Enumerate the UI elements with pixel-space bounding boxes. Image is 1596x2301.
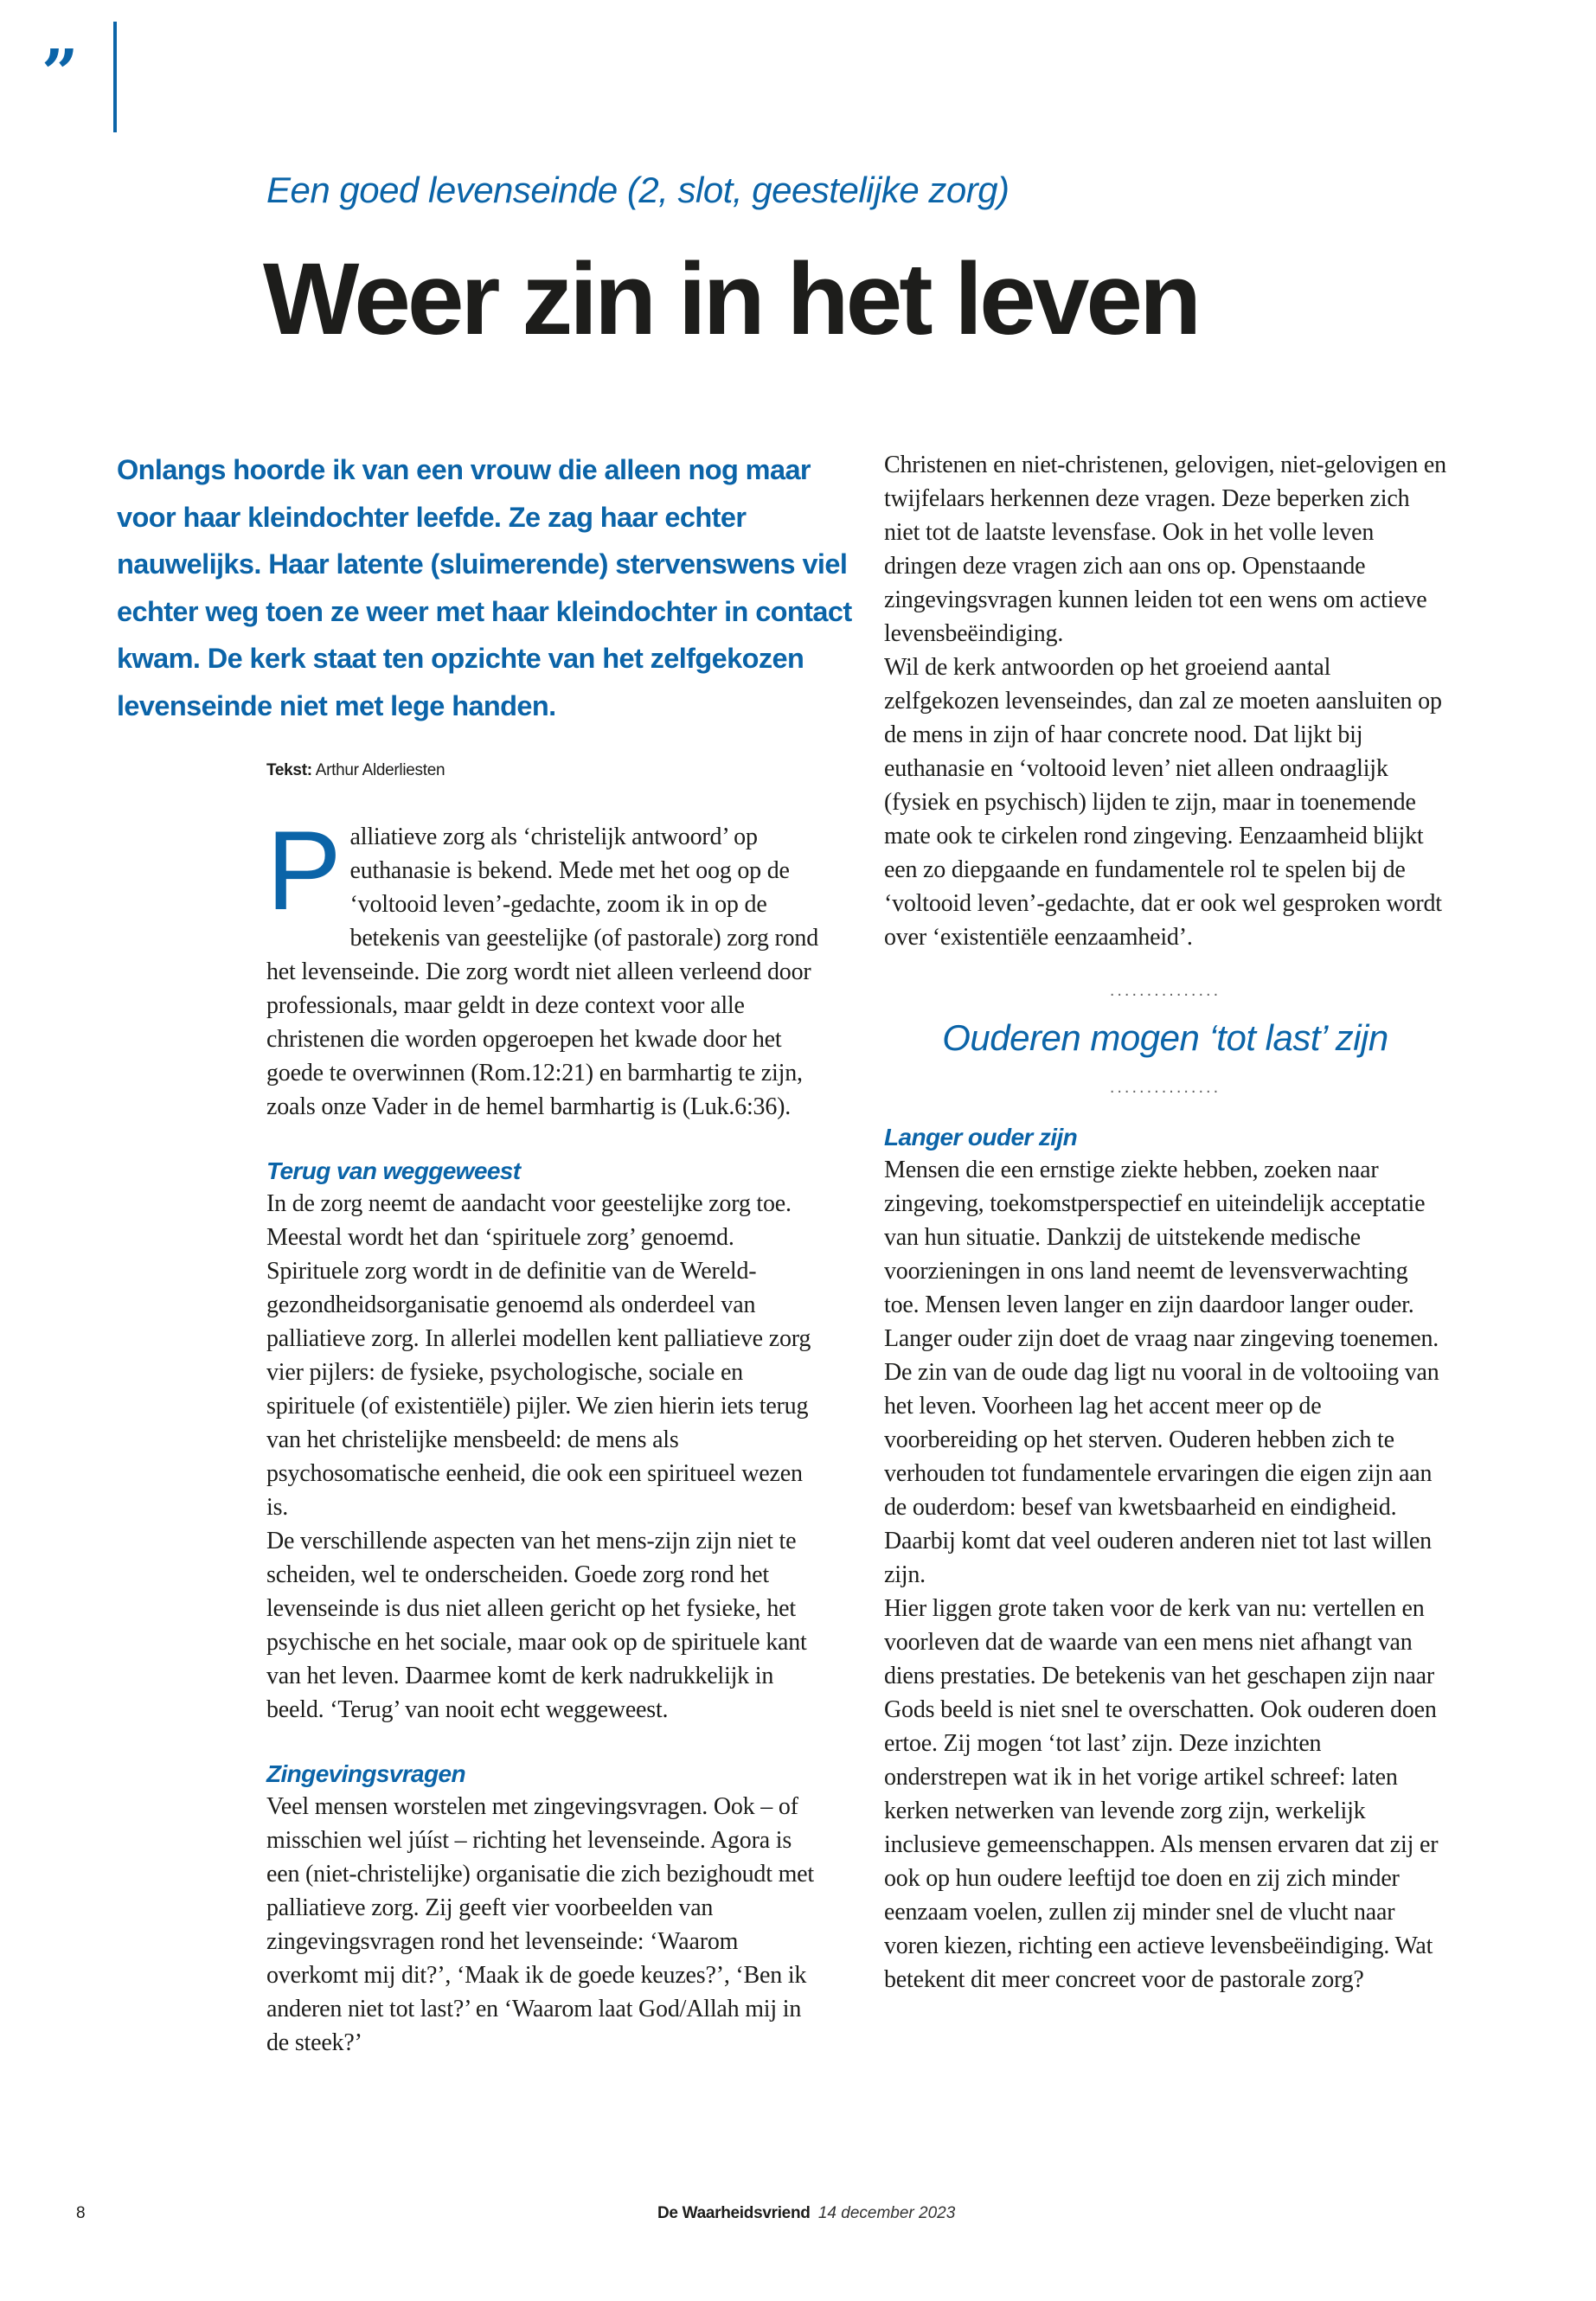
body-paragraph: In de zorg neemt de aandacht voor geestelijke zorg toe. Meestal wordt het dan ‘spirituele zorg’ genoemd. Spirituele zorg wordt in de definitie van de Wereldgezondheidsorganisatie genoemd als onderdeel van palliatieve zorg. In allerlei modellen kent palliatieve zorg vier pijlers: de fysieke, psychologische, sociale en spirituele (of existentiële) pijler. We zien hierin iets terug van het christelijke mensbeeld: de mens als psychosomatische eenheid, die ook een spiritueel wezen is.: [266, 1190, 811, 1521]
byline-label: Tekst:: [266, 761, 312, 779]
body-paragraph: Mensen die een ernstige ziekte hebben, zoeken naar zingeving, toekomstperspectief en uiteindelijk acceptatie van hun situatie. Dankzij de uitstekende medische voorzieningen in ons land neemt de levensverwachting toe. Mensen leven langer en zijn daardoor langer ouder.: [884, 1157, 1426, 1318]
spacer: [266, 1727, 829, 1759]
body-paragraph: Hier liggen grote taken voor de kerk van nu: vertellen en voorleven dat de waarde van een mens niet afhangt van diens prestaties. De betekenis van het geschapen zijn naar Gods beeld is niet snel te overschatten. Ook ouderen doen ertoe. Zij mogen ‘tot last’ zijn. Deze inzichten onderstrepen wat ik in het vorige artikel schreef: laten kerken netwerken van levende zorg zijn, werkelijk inclusieve gemeenschappen. Als mensen ervaren dat zij er ook op hun oudere leeftijd toe doen en zij zich minder eenzaam voelen, zullen zij minder snel de vlucht naar voren kiezen, richting een actieve levensbeëindiging. Wat betekent dit meer concreet voor de pastorale zorg?: [884, 1595, 1439, 1993]
body-paragraph: Veel mensen worstelen met zingevingsvragen. Ook – of misschien wel júíst – richting het levenseinde. Agora is een (niet-christelijke) organisatie die zich bezighoudt met palliatieve zorg. Zij geeft vier voorbeelden van zingevingsvragen rond het levenseinde: ‘Waarom overkomt mij dit?’, ‘Maak ik de goede keuzes?’, ‘Ben ik anderen niet tot last?’ en ‘Waarom laat God/Allah mij in de steek?’: [266, 1793, 814, 2056]
opening-paragraph: [266, 807, 829, 1124]
drop-cap: P: [266, 807, 342, 933]
article-intro: Onlangs hoorde ik van een vrouw die alleen nog maar voor haar kleindochter leefde. Ze zag haar echter nauwelijks. Haar latente (sluimerende) stervenswens viel echter weg toen ze weer met haar kleindochter in contact kwam. De kerk staat ten opzichte van het zelfgekozen levenseinde niet met lege handen.: [117, 454, 852, 721]
opening-text: alliatieve zorg als ‘christelijk antwoord’ op euthanasie is bekend. Mede met het oog op de ‘voltooid leven’-gedachte, zoom ik in op de betekenis van geestelijke (of pastorale) zorg rond het levenseinde. Die zorg wordt niet alleen verleend door professionals, maar geldt in deze context voor alle christenen die worden opgeroepen het kwade door het goede te overwinnen (Rom.12:21) en barmhartig te zijn, zoals onze Vader in de hemel barmhartig is (Luk.6:36).: [266, 824, 819, 1120]
footer-publication: [657, 2204, 955, 2223]
article-title: Weer zin in het leven: [263, 242, 1199, 356]
dotted-divider-top: ...............: [1109, 981, 1221, 1000]
body-paragraph: Langer ouder zijn doet de vraag naar zingeving toenemen. De zin van de oude dag ligt nu vooral in de voltooiing van het leven. Voorheen lag het accent meer op de voorbereiding op het sterven. Ouderen hebben zich te verhouden tot fundamentele ervaringen die eigen zijn aan de ouderdom: besef van kwetsbaarheid en eindigheid. Daarbij komt dat veel ouderen anderen niet tot last willen zijn.: [884, 1325, 1439, 1588]
body-paragraph: Wil de kerk antwoorden op het groeiend aantal zelfgekozen levenseindes, dan zal ze moeten aansluiten op de mens in zijn of haar concrete nood. Dat lijkt bij euthanasie en ‘voltooid leven’ niet alleen ondraaglijk (fysiek en psychisch) lijden te zijn, maar in toenemende mate ook te cirkelen rond zingeving. Eenzaamheid blijkt een zo diepgaande en fundamentele rol te spelen bij de ‘voltooid leven’-gedachte, dat er ook wel gesproken wordt over ‘existentiële eenzaamheid’.: [884, 654, 1442, 951]
right-column: [884, 448, 1446, 1997]
section-heading-langer-ouder: Langer ouder zijn: [884, 1124, 1078, 1150]
dotted-divider-bottom: ...............: [1109, 1078, 1221, 1097]
byline-author: Arthur Alderliesten: [315, 761, 445, 779]
left-column: [266, 807, 829, 2060]
article-kicker: Een goed levenseinde (2, slot, geestelijke zorg): [266, 170, 1010, 210]
section-heading-terug: Terug van weggeweest: [266, 1157, 521, 1184]
pullquote: [884, 982, 1446, 1096]
body-paragraph: Christenen en niet-christenen, gelovigen, niet-gelovigen en twijfelaars herkennen deze vragen. Deze beperken zich niet tot de laatste levensfase. Ook in het volle leven dringen deze vragen zich aan ons op. Openstaande zingevingsvragen kunnen leiden tot een wens om actieve levensbeëindiging.: [884, 452, 1446, 647]
publication-date: 14 december 2023: [817, 2204, 956, 2222]
quote-mark-icon: ”: [42, 36, 79, 111]
section-heading-zingevingsvragen: Zingevingsvragen: [266, 1760, 466, 1787]
page-number: 8: [76, 2204, 86, 2222]
byline: [266, 761, 445, 780]
pullquote-text: Ouderen mogen ‘tot last’ zijn: [942, 1017, 1388, 1058]
spacer: [266, 1124, 829, 1156]
body-paragraph: De verschillende aspecten van het mens-zijn zijn niet te scheiden, wel te onderscheiden. Goede zorg rond het levenseinde is dus niet alleen gericht op het fysieke, het psychische en het sociale, maar ook op de spirituele kant van het leven. Daarmee komt de kerk nadrukkelijk in beeld. ‘Terug’ van nooit echt weggeweest.: [266, 1528, 807, 1723]
publication-name: De Waarheidsvriend: [657, 2204, 811, 2222]
vertical-rule: [113, 22, 117, 132]
